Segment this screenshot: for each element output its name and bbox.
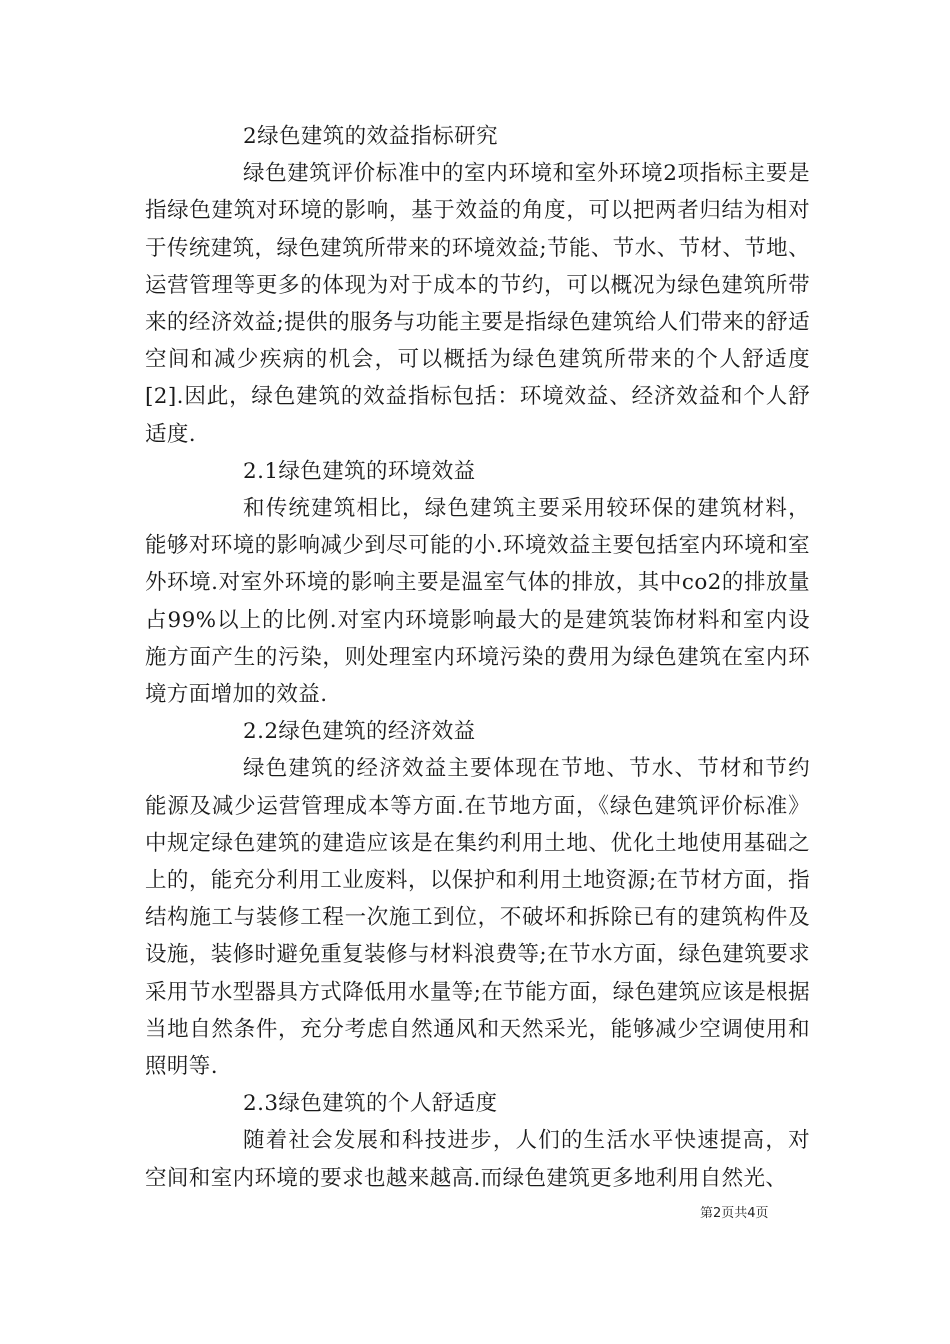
section-heading-economic-benefit: 2.2绿色建筑的经济效益 — [243, 719, 476, 745]
paragraph-efficiency-indicators: 绿色建筑评价标准中的室内环境和室外环境2项指标主要是指绿色建筑对环境的影响，基于效益的角度，可以把两者归结为相对于传统建筑，绿色建筑所带来的环境效益;节能、节水、节材、节地、运营管理等更多的体现为对于成本的节约，可以概况为绿色建筑所带来的经济效益;提供的服务与功能主要是指绿色建筑给人们带来的舒适空间和减少疾病的机会，可以概括为绿色建筑所带来的个人舒适度[2].因此，绿色建筑的效益指标包括：环境效益、经济效益和个人舒适度. — [145, 161, 810, 447]
page-number-footer: 第2页共4页 — [700, 1206, 769, 1221]
section-heading-personal-comfort: 2.3绿色建筑的个人舒适度 — [243, 1091, 498, 1117]
section-heading-efficiency-indicators: 2绿色建筑的效益指标研究 — [243, 124, 498, 149]
document-body — [145, 118, 810, 1197]
section-heading-environmental-benefit: 2.1绿色建筑的环境效益 — [243, 458, 476, 484]
paragraph-personal-comfort: 随着社会发展和科技进步，人们的生活水平快速提高，对空间和室内环境的要求也越来越高.而绿色建筑更多地利用自然光、 — [145, 1128, 810, 1191]
paragraph-economic-benefit: 绿色建筑的经济效益主要体现在节地、节水、节材和节约能源及减少运营管理成本等方面.在节地方面，《绿色建筑评价标准》中规定绿色建筑的建造应该是在集约利用土地、优化土地使用基础之上的，能充分利用工业废料，以保护和利用土地资源;在节材方面，指结构施工与装修工程一次施工到位，不破坏和拆除已有的建筑构件及设施，装修时避免重复装修与材料浪费等;在节水方面，绿色建筑要求采用节水型器具方式降低用水量等;在节能方面，绿色建筑应该是根据当地自然条件，充分考虑自然通风和天然采光，能够减少空调使用和照明等. — [145, 756, 810, 1080]
paragraph-environmental-benefit: 和传统建筑相比，绿色建筑主要采用较环保的建筑材料，能够对环境的影响减少到尽可能的小.环境效益主要包括室内环境和室外环境.对室外环境的影响主要是温室气体的排放，其中co2的排放量占99%以上的比例.对室内环境影响最大的是建筑装饰材料和室内设施方面产生的污染，则处理室内环境污染的费用为绿色建筑在室内环境方面增加的效益. — [145, 496, 810, 708]
